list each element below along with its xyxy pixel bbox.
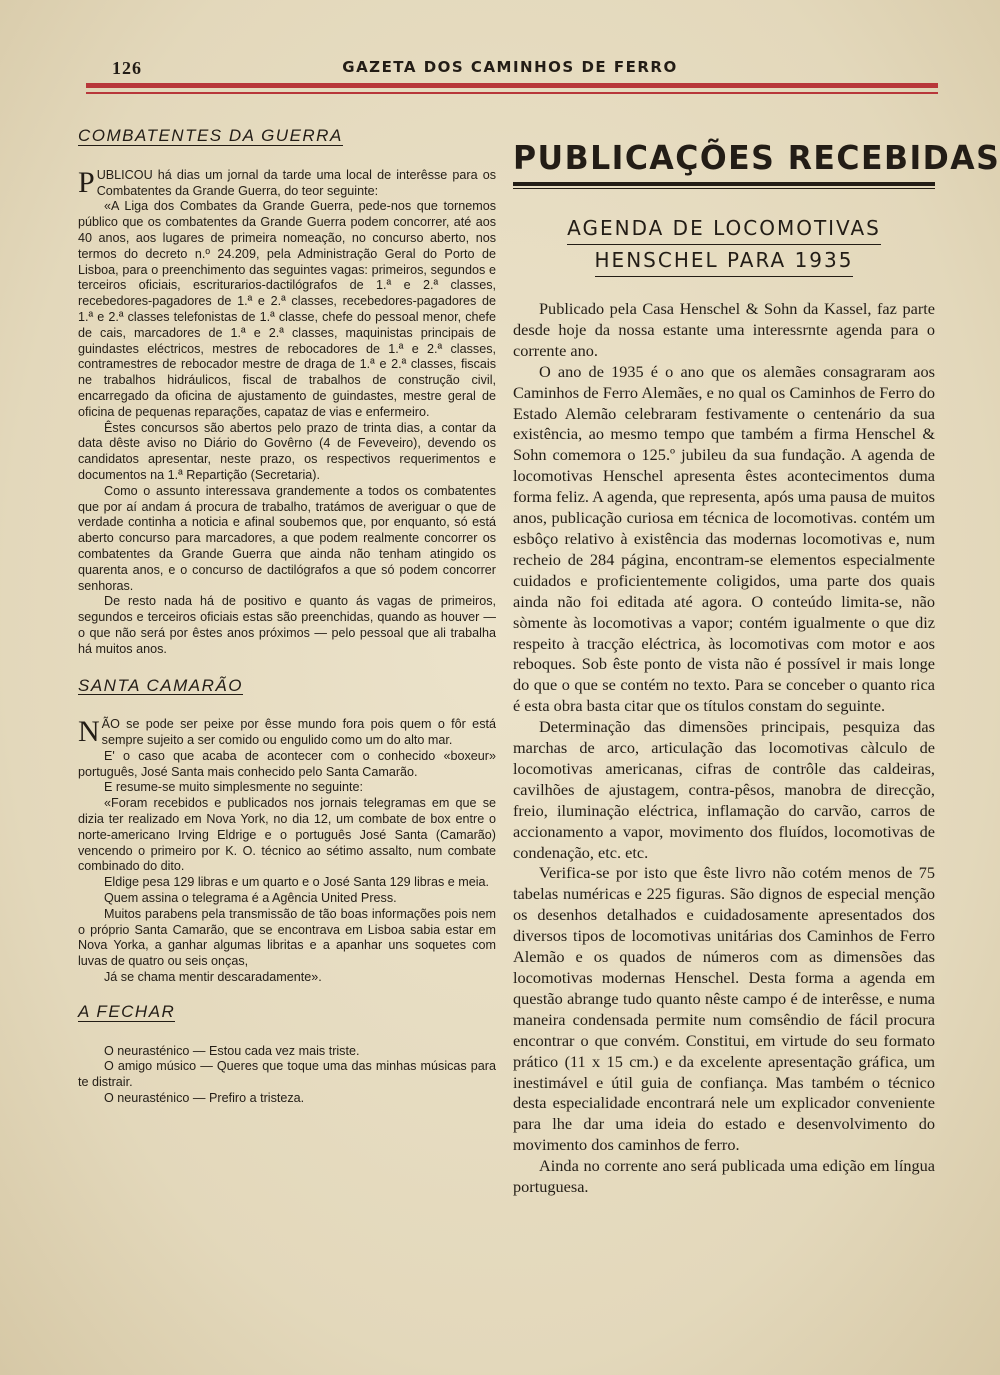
paragraph: De resto nada há de positivo e quanto ás vagas de primeiros, segundos e terceiros oficiais estas são preenchidas, quando as houver — o que não será por êstes anos próximos — pelo pessoal que ali trabalha há muitos anos. <box>78 594 496 656</box>
article-body <box>513 299 935 1198</box>
article-title-line1: AGENDA DE LOCOMOTIVAS <box>567 213 881 245</box>
page-number: 126 <box>112 58 142 78</box>
paragraph <box>78 165 496 200</box>
paragraph: E resume-se muito simplesmente no seguinte: <box>104 780 363 795</box>
title-rule <box>513 182 935 186</box>
running-title: GAZETA DOS CAMINHOS DE FERRO <box>342 58 678 76</box>
paragraph: «A Liga dos Combates da Grande Guerra, pede-nos que tornemos público que os combatentes da Grande Guerra podem concorrer, até aos 40 anos, aos lugares de primeira nomeação, no concurso aberto, nos termos do decreto n.º 24.209, pela Administração Geral do Porto de Lisboa, para o preenchimento das seguintes vagas: primeiros, segundos e terceiros oficiais, escriturarios-dactilógrafos de 1.ª e 2.ª classes, recebedores-pagadores de 1.ª e 2.ª classes, recebedores-pagadores de 1.ª e 2.ª classes telefonistas de 1.ª classe, chefe do pessoal menor, chefe de cais, marcadores de 1.ª e 2.ª classes, maquinistas principais de guindastes eléctricos, mestres de rebocadores de 1.ª e 2.ª classes, contramestres de rebocador mestre de draga de 1.ª e 2.ª classes, fiscais ne trabalhos hidráulicos, fiscal de trabalhos de construção civil, encarregado da oficina de ajustamento de guindastes, mestre geral de oficina de pequenas reparações, capataz de vias e enfermeiro. <box>78 199 496 419</box>
title-rule-thin <box>513 188 935 189</box>
paragraph: Êstes concursos são abertos pelo prazo de trinta dias, a contar da data dêste aviso no Diário do Govêrno (4 de Feveveiro), devendo os candidatos apresentar, neste prazo, os respectivos requerimentos e documentos na 1.ª Repartição (Secretaria). <box>78 420 496 482</box>
header-rule <box>86 83 938 88</box>
paragraph: E' o caso que acaba de acontecer com o conhecido «boxeur» português, José Santa mais conhecido pelo Santa Camarão. <box>78 748 496 779</box>
paragraph: O neurasténico — Estou cada vez mais triste. <box>104 1043 360 1058</box>
section-title: PUBLICAÇÕES RECEBIDAS <box>513 139 1000 177</box>
paragraph: Verifica-se por isto que êste livro não cotém menos de 75 tabelas numéricas e 225 figuras. São dignos de especial menção os desenhos detalhados e cuidadosamente apresentados dos diversos tipos de locomotivas unitárias dos Caminhos de Ferro Alemão e os quados de números com as dimensões das locomotivas modernas Henschel. Desta forma a agenda em questão abrange tudo quanto nêste campo é de interêsse, e numa maneira condensada permite num comsêndio de fácil procura encontrar o que convém. Constitui, em virtude do seu formato prático (11 x 15 cm.) e da excelente apresentação gráfica, um inestimável e útil guia de confiança. Mas também o técnico desta especialidade encontrará nele um explicador conveniente para lhe dar uma ideia do estado e desenvolvimento do movimento dos caminhos de ferro. <box>513 863 935 1155</box>
heading-combatentes: COMBATENTES DA GUERRA <box>78 126 343 145</box>
paragraph: O amigo músico — Queres que toque uma das minhas músicas para te distrair. <box>78 1059 496 1090</box>
article-title-line2: HENSCHEL PARA 1935 <box>595 245 854 277</box>
paragraph <box>78 717 496 749</box>
drop-cap: N <box>78 715 100 749</box>
paragraph-text: UBLICOU há dias um jornal da tarde uma local de interêsse para os Combatentes da Grande Guerra, do teor seguinte: <box>96 167 496 198</box>
paragraph: O neurasténico — Prefiro a tristeza. <box>104 1091 305 1106</box>
left-column <box>78 128 496 1107</box>
paragraph: «Foram recebidos e publicados nos jornais telegramas em que se dizia ter realizado em Nova York, no dia 12, um combate de box entre o norte-americano Irving Eldrige e o português José Santa (Camarão) vencendo o primeiro por K. O. técnico ao sétimo assalto, num combate combinado do dito. <box>78 796 496 874</box>
heading-a-fechar: A FECHAR <box>78 1001 176 1021</box>
heading-santa-camarao: SANTA CAMARÃO <box>78 675 243 695</box>
drop-cap: P <box>78 165 95 199</box>
right-column <box>513 138 1000 1198</box>
paragraph: Como o assunto interessava grandemente a todos os combatentes que por aí andam á procura de trabalho, tratámos de averiguar o que de verdade continha a noticia e afinal soubemos que, por enquanto, só está aberto concurso para marcadores, a que podem realmente concorrer os combatentes da Grande Guerra que ainda não tenham atingido os quarenta anos, e o concurso de dactilógrafos a que só podem concorrer senhoras. <box>78 483 496 593</box>
article-title <box>513 213 935 277</box>
paragraph: Ainda no corrente ano será publicada uma edição em língua portuguesa. <box>513 1156 935 1197</box>
header-rule-thin <box>86 92 938 94</box>
paragraph: Muitos parabens pela transmissão de tão boas informações pois nem o próprio Santa Camarão, que se encontrava em Lisboa sabia estar em Nova Yorka, a ganhar algumas libritas e a apanhar uns soquetes com luvas de quatro ou seis onças, <box>78 906 496 969</box>
paragraph-text: ÃO se pode ser peixe por êsse mundo fora pois quem o fôr está sempre sujeito a ser comido ou engulido como um do alto mar. <box>101 717 496 748</box>
paragraph: Eldige pesa 129 libras e um quarto e o José Santa 129 libras e meia. <box>104 875 490 890</box>
paragraph: Já se chama mentir descaradamente». <box>104 970 322 985</box>
paragraph: Determinação das dimensões principais, pesquiza das marchas de arco, articulação das locomotivas càlculo de locomotivas americanas, cifras de contrôle das caldeiras, cavilhões de ajustagem, contra-pêsos, manobra de direcção, freio, iluminação eléctrica, inflamação do carvão, carros de accionamento a vapor, movimento dos fluídos, locomotivas de condenação, etc. etc. <box>513 717 935 862</box>
paragraph: Quem assina o telegrama é a Agência United Press. <box>104 891 397 906</box>
paragraph: O ano de 1935 é o ano que os alemães consagraram aos Caminhos de Ferro Alemães, e no qual os Caminhos de Ferro do Estado Alemão celebraram festivamente o centenário da sua existência, ao mesmo tempo que também a firma Henschel & Sohn comemora o 125.º jubileu da sua fundação. A agenda de locomotivas Henschel apresenta êstes acontecimentos duma forma feliz. A agenda, que representa, após uma pausa de muitos anos, publicação curiosa em técnica de locomotivas. contém um esbôço relativo à existência das modernas locomotivas e, num recheio de 284 página, encontram-se elementos especialmente cuidados e proficientemente coligidos, uma parte dos quais ainda não foi editada até agora. O conteúdo limita-se, não sòmente às locomotivas a vapor; contém igualmente o que diz respeito à tracção eléctrica, às locomotivas com motor e aos reboques. Sob êste ponto de vista não é possível ir mais longe do que o que se contém no texto. Para se conceber o quanto rica é esta obra basta citar que os títulos constam do seguinte. <box>513 361 935 716</box>
paragraph: Publicado pela Casa Henschel & Sohn da Kassel, faz parte desde hoje da nossa estante uma interessrnte agenda para o corrente ano. <box>513 299 935 360</box>
